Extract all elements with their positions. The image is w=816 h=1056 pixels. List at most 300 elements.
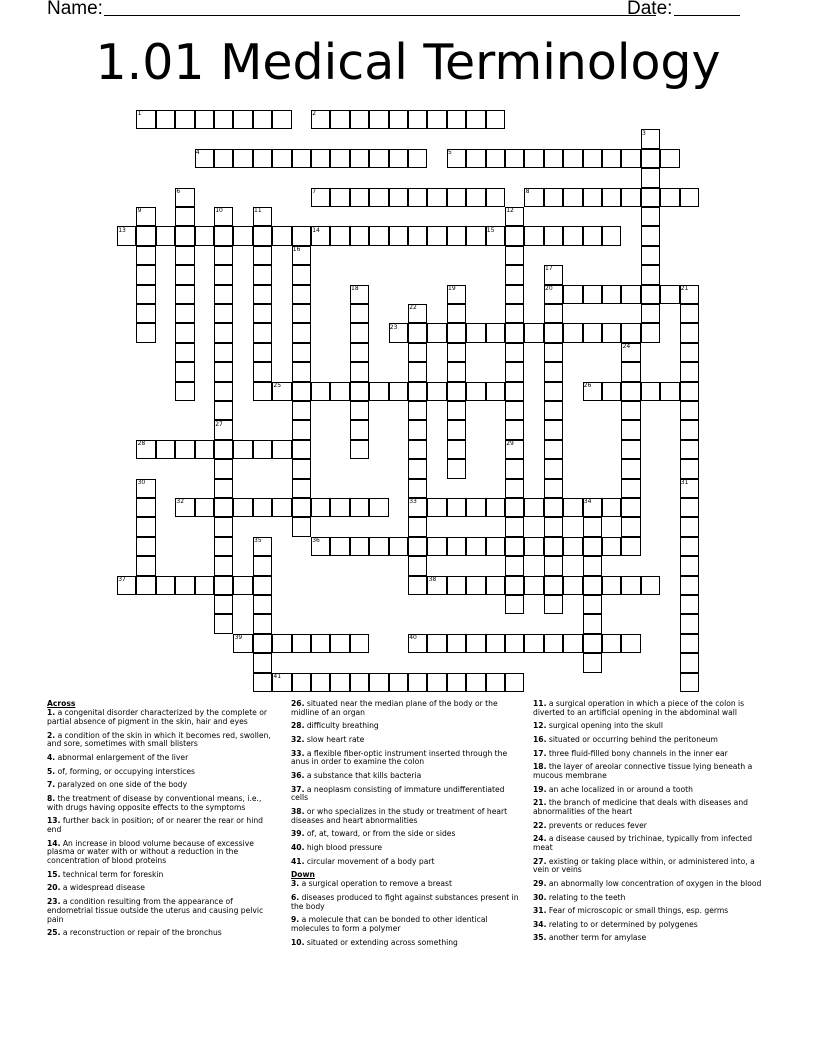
grid-cell[interactable] bbox=[408, 479, 427, 498]
grid-cell[interactable] bbox=[175, 382, 194, 401]
grid-cell[interactable] bbox=[292, 479, 311, 498]
grid-cell[interactable] bbox=[350, 226, 369, 245]
grid-cell[interactable] bbox=[330, 382, 349, 401]
grid-cell[interactable] bbox=[680, 440, 699, 459]
grid-cell[interactable] bbox=[505, 420, 524, 439]
grid-cell[interactable] bbox=[214, 265, 233, 284]
grid-cell[interactable] bbox=[524, 537, 543, 556]
grid-cell[interactable] bbox=[680, 401, 699, 420]
grid-cell[interactable] bbox=[602, 149, 621, 168]
grid-cell[interactable] bbox=[408, 110, 427, 129]
grid-cell[interactable] bbox=[447, 420, 466, 439]
grid-cell[interactable] bbox=[253, 343, 272, 362]
grid-cell[interactable] bbox=[563, 149, 582, 168]
grid-cell[interactable] bbox=[660, 149, 679, 168]
grid-cell[interactable] bbox=[272, 226, 291, 245]
grid-cell[interactable] bbox=[292, 362, 311, 381]
grid-cell[interactable] bbox=[447, 226, 466, 245]
grid-cell[interactable] bbox=[350, 673, 369, 692]
grid-cell[interactable] bbox=[408, 517, 427, 536]
grid-cell[interactable] bbox=[680, 614, 699, 633]
grid-cell[interactable] bbox=[505, 362, 524, 381]
grid-cell[interactable] bbox=[350, 537, 369, 556]
grid-cell[interactable] bbox=[330, 110, 349, 129]
grid-cell[interactable] bbox=[544, 343, 563, 362]
grid-cell[interactable] bbox=[408, 537, 427, 556]
grid-cell[interactable] bbox=[253, 382, 272, 401]
grid-cell[interactable] bbox=[583, 188, 602, 207]
grid-cell[interactable] bbox=[486, 110, 505, 129]
grid-cell[interactable] bbox=[253, 149, 272, 168]
grid-cell[interactable] bbox=[544, 537, 563, 556]
grid-cell[interactable] bbox=[660, 188, 679, 207]
grid-cell[interactable] bbox=[583, 149, 602, 168]
grid-cell[interactable] bbox=[602, 576, 621, 595]
grid-cell[interactable] bbox=[466, 498, 485, 517]
grid-cell[interactable] bbox=[544, 576, 563, 595]
grid-cell[interactable] bbox=[195, 110, 214, 129]
grid-cell[interactable] bbox=[136, 517, 155, 536]
grid-cell[interactable] bbox=[621, 479, 640, 498]
grid-cell[interactable] bbox=[621, 382, 640, 401]
grid-cell[interactable] bbox=[641, 246, 660, 265]
grid-cell[interactable] bbox=[253, 673, 272, 692]
grid-cell[interactable] bbox=[641, 168, 660, 187]
grid-cell[interactable] bbox=[447, 323, 466, 342]
grid-cell[interactable] bbox=[680, 537, 699, 556]
grid-cell[interactable] bbox=[427, 226, 446, 245]
grid-cell[interactable] bbox=[330, 673, 349, 692]
grid-cell[interactable] bbox=[505, 479, 524, 498]
grid-cell[interactable] bbox=[583, 556, 602, 575]
grid-cell[interactable] bbox=[563, 634, 582, 653]
grid-cell[interactable] bbox=[136, 576, 155, 595]
grid-cell[interactable] bbox=[214, 226, 233, 245]
grid-cell[interactable] bbox=[214, 614, 233, 633]
grid-cell[interactable] bbox=[680, 556, 699, 575]
grid-cell[interactable] bbox=[505, 517, 524, 536]
grid-cell[interactable] bbox=[369, 382, 388, 401]
grid-cell[interactable] bbox=[641, 304, 660, 323]
grid-cell[interactable] bbox=[253, 226, 272, 245]
grid-cell[interactable] bbox=[214, 323, 233, 342]
grid-cell[interactable] bbox=[350, 149, 369, 168]
grid-cell[interactable] bbox=[466, 188, 485, 207]
grid-cell[interactable] bbox=[214, 576, 233, 595]
grid-cell[interactable] bbox=[486, 382, 505, 401]
grid-cell[interactable] bbox=[427, 188, 446, 207]
grid-cell[interactable] bbox=[583, 226, 602, 245]
grid-cell[interactable] bbox=[408, 440, 427, 459]
grid-cell[interactable] bbox=[505, 382, 524, 401]
grid-cell[interactable] bbox=[253, 556, 272, 575]
grid-cell[interactable] bbox=[292, 634, 311, 653]
grid-cell[interactable] bbox=[156, 110, 175, 129]
grid-cell[interactable] bbox=[253, 304, 272, 323]
grid-cell[interactable] bbox=[369, 110, 388, 129]
grid-cell[interactable] bbox=[156, 440, 175, 459]
grid-cell[interactable] bbox=[233, 226, 252, 245]
grid-cell[interactable] bbox=[389, 537, 408, 556]
grid-cell[interactable] bbox=[563, 498, 582, 517]
grid-cell[interactable] bbox=[524, 226, 543, 245]
grid-cell[interactable] bbox=[544, 401, 563, 420]
grid-cell[interactable] bbox=[447, 188, 466, 207]
grid-cell[interactable] bbox=[602, 498, 621, 517]
grid-cell[interactable] bbox=[563, 285, 582, 304]
grid-cell[interactable] bbox=[350, 401, 369, 420]
grid-cell[interactable] bbox=[505, 323, 524, 342]
grid-cell[interactable] bbox=[680, 595, 699, 614]
grid-cell[interactable] bbox=[175, 362, 194, 381]
grid-cell[interactable] bbox=[292, 323, 311, 342]
grid-cell[interactable] bbox=[544, 459, 563, 478]
grid-cell[interactable] bbox=[369, 537, 388, 556]
grid-cell[interactable] bbox=[544, 323, 563, 342]
grid-cell[interactable] bbox=[447, 304, 466, 323]
grid-cell[interactable] bbox=[505, 556, 524, 575]
grid-cell[interactable] bbox=[563, 188, 582, 207]
grid-cell[interactable] bbox=[505, 595, 524, 614]
grid-cell[interactable] bbox=[641, 265, 660, 284]
grid-cell[interactable] bbox=[292, 401, 311, 420]
grid-cell[interactable] bbox=[621, 323, 640, 342]
grid-cell[interactable] bbox=[680, 653, 699, 672]
grid-cell[interactable] bbox=[136, 498, 155, 517]
grid-cell[interactable] bbox=[175, 207, 194, 226]
grid-cell[interactable] bbox=[621, 285, 640, 304]
grid-cell[interactable] bbox=[427, 634, 446, 653]
grid-cell[interactable] bbox=[447, 673, 466, 692]
grid-cell[interactable] bbox=[214, 556, 233, 575]
grid-cell[interactable] bbox=[621, 576, 640, 595]
grid-cell[interactable] bbox=[175, 304, 194, 323]
grid-cell[interactable] bbox=[369, 673, 388, 692]
grid-cell[interactable] bbox=[175, 226, 194, 245]
grid-cell[interactable] bbox=[175, 323, 194, 342]
grid-cell[interactable] bbox=[505, 673, 524, 692]
grid-cell[interactable] bbox=[253, 440, 272, 459]
grid-cell[interactable] bbox=[253, 614, 272, 633]
grid-cell[interactable] bbox=[621, 362, 640, 381]
grid-cell[interactable] bbox=[583, 634, 602, 653]
grid-cell[interactable] bbox=[214, 595, 233, 614]
grid-cell[interactable] bbox=[505, 226, 524, 245]
grid-cell[interactable] bbox=[369, 188, 388, 207]
grid-cell[interactable] bbox=[253, 595, 272, 614]
grid-cell[interactable] bbox=[389, 188, 408, 207]
grid-cell[interactable] bbox=[350, 304, 369, 323]
grid-cell[interactable] bbox=[505, 285, 524, 304]
grid-cell[interactable] bbox=[350, 343, 369, 362]
grid-cell[interactable] bbox=[621, 459, 640, 478]
grid-cell[interactable] bbox=[524, 576, 543, 595]
grid-cell[interactable] bbox=[389, 673, 408, 692]
grid-cell[interactable] bbox=[680, 576, 699, 595]
grid-cell[interactable] bbox=[350, 382, 369, 401]
grid-cell[interactable] bbox=[641, 323, 660, 342]
grid-cell[interactable] bbox=[466, 323, 485, 342]
grid-cell[interactable] bbox=[408, 420, 427, 439]
grid-cell[interactable] bbox=[680, 188, 699, 207]
grid-cell[interactable] bbox=[389, 110, 408, 129]
grid-cell[interactable] bbox=[427, 323, 446, 342]
grid-cell[interactable] bbox=[486, 149, 505, 168]
grid-cell[interactable] bbox=[350, 498, 369, 517]
grid-cell[interactable] bbox=[680, 304, 699, 323]
grid-cell[interactable] bbox=[680, 382, 699, 401]
grid-cell[interactable] bbox=[505, 401, 524, 420]
grid-cell[interactable] bbox=[583, 517, 602, 536]
grid-cell[interactable] bbox=[330, 498, 349, 517]
grid-cell[interactable] bbox=[505, 459, 524, 478]
grid-cell[interactable] bbox=[621, 401, 640, 420]
grid-cell[interactable] bbox=[408, 362, 427, 381]
grid-cell[interactable] bbox=[156, 576, 175, 595]
grid-cell[interactable] bbox=[621, 634, 640, 653]
grid-cell[interactable] bbox=[253, 246, 272, 265]
grid-cell[interactable] bbox=[408, 323, 427, 342]
grid-cell[interactable] bbox=[621, 149, 640, 168]
grid-cell[interactable] bbox=[195, 576, 214, 595]
grid-cell[interactable] bbox=[427, 498, 446, 517]
grid-cell[interactable] bbox=[214, 362, 233, 381]
grid-cell[interactable] bbox=[175, 440, 194, 459]
grid-cell[interactable] bbox=[136, 226, 155, 245]
grid-cell[interactable] bbox=[447, 440, 466, 459]
grid-cell[interactable] bbox=[369, 498, 388, 517]
grid-cell[interactable] bbox=[583, 595, 602, 614]
grid-cell[interactable] bbox=[641, 188, 660, 207]
grid-cell[interactable] bbox=[292, 304, 311, 323]
grid-cell[interactable] bbox=[408, 382, 427, 401]
grid-cell[interactable] bbox=[427, 110, 446, 129]
grid-cell[interactable] bbox=[505, 634, 524, 653]
grid-cell[interactable] bbox=[505, 498, 524, 517]
grid-cell[interactable] bbox=[544, 517, 563, 536]
grid-cell[interactable] bbox=[253, 634, 272, 653]
grid-cell[interactable] bbox=[447, 537, 466, 556]
grid-cell[interactable] bbox=[427, 382, 446, 401]
grid-cell[interactable] bbox=[253, 576, 272, 595]
grid-cell[interactable] bbox=[660, 382, 679, 401]
grid-cell[interactable] bbox=[621, 420, 640, 439]
grid-cell[interactable] bbox=[602, 634, 621, 653]
grid-cell[interactable] bbox=[311, 498, 330, 517]
grid-cell[interactable] bbox=[544, 188, 563, 207]
grid-cell[interactable] bbox=[136, 285, 155, 304]
grid-cell[interactable] bbox=[253, 265, 272, 284]
grid-cell[interactable] bbox=[214, 246, 233, 265]
grid-cell[interactable] bbox=[447, 459, 466, 478]
grid-cell[interactable] bbox=[272, 498, 291, 517]
grid-cell[interactable] bbox=[544, 226, 563, 245]
grid-cell[interactable] bbox=[544, 420, 563, 439]
grid-cell[interactable] bbox=[602, 323, 621, 342]
grid-cell[interactable] bbox=[447, 382, 466, 401]
grid-cell[interactable] bbox=[136, 323, 155, 342]
grid-cell[interactable] bbox=[253, 653, 272, 672]
grid-cell[interactable] bbox=[330, 226, 349, 245]
grid-cell[interactable] bbox=[544, 479, 563, 498]
grid-cell[interactable] bbox=[350, 110, 369, 129]
grid-cell[interactable] bbox=[292, 517, 311, 536]
grid-cell[interactable] bbox=[583, 323, 602, 342]
grid-cell[interactable] bbox=[680, 498, 699, 517]
grid-cell[interactable] bbox=[660, 285, 679, 304]
grid-cell[interactable] bbox=[427, 673, 446, 692]
grid-cell[interactable] bbox=[641, 226, 660, 245]
grid-cell[interactable] bbox=[680, 673, 699, 692]
grid-cell[interactable] bbox=[447, 362, 466, 381]
grid-cell[interactable] bbox=[505, 576, 524, 595]
grid-cell[interactable] bbox=[214, 401, 233, 420]
grid-cell[interactable] bbox=[272, 110, 291, 129]
grid-cell[interactable] bbox=[621, 498, 640, 517]
grid-cell[interactable] bbox=[292, 265, 311, 284]
grid-cell[interactable] bbox=[330, 149, 349, 168]
grid-cell[interactable] bbox=[350, 420, 369, 439]
grid-cell[interactable] bbox=[292, 420, 311, 439]
grid-cell[interactable] bbox=[214, 343, 233, 362]
grid-cell[interactable] bbox=[486, 673, 505, 692]
grid-cell[interactable] bbox=[136, 556, 155, 575]
grid-cell[interactable] bbox=[292, 498, 311, 517]
grid-cell[interactable] bbox=[330, 188, 349, 207]
grid-cell[interactable] bbox=[389, 226, 408, 245]
grid-cell[interactable] bbox=[292, 382, 311, 401]
grid-cell[interactable] bbox=[486, 323, 505, 342]
grid-cell[interactable] bbox=[292, 226, 311, 245]
grid-cell[interactable] bbox=[583, 614, 602, 633]
grid-cell[interactable] bbox=[641, 382, 660, 401]
grid-cell[interactable] bbox=[136, 265, 155, 284]
grid-cell[interactable] bbox=[544, 595, 563, 614]
grid-cell[interactable] bbox=[272, 149, 291, 168]
grid-cell[interactable] bbox=[641, 149, 660, 168]
grid-cell[interactable] bbox=[544, 556, 563, 575]
grid-cell[interactable] bbox=[447, 401, 466, 420]
grid-cell[interactable] bbox=[466, 149, 485, 168]
grid-cell[interactable] bbox=[214, 304, 233, 323]
grid-cell[interactable] bbox=[408, 673, 427, 692]
grid-cell[interactable] bbox=[486, 537, 505, 556]
grid-cell[interactable] bbox=[292, 440, 311, 459]
grid-cell[interactable] bbox=[680, 362, 699, 381]
grid-cell[interactable] bbox=[175, 265, 194, 284]
grid-cell[interactable] bbox=[602, 226, 621, 245]
grid-cell[interactable] bbox=[486, 634, 505, 653]
grid-cell[interactable] bbox=[214, 382, 233, 401]
grid-cell[interactable] bbox=[253, 285, 272, 304]
grid-cell[interactable] bbox=[330, 634, 349, 653]
grid-cell[interactable] bbox=[641, 285, 660, 304]
grid-cell[interactable] bbox=[350, 362, 369, 381]
grid-cell[interactable] bbox=[524, 149, 543, 168]
grid-cell[interactable] bbox=[583, 285, 602, 304]
grid-cell[interactable] bbox=[175, 246, 194, 265]
grid-cell[interactable] bbox=[680, 517, 699, 536]
grid-cell[interactable] bbox=[466, 226, 485, 245]
grid-cell[interactable] bbox=[408, 401, 427, 420]
grid-cell[interactable] bbox=[214, 285, 233, 304]
grid-cell[interactable] bbox=[292, 459, 311, 478]
grid-cell[interactable] bbox=[602, 382, 621, 401]
grid-cell[interactable] bbox=[447, 110, 466, 129]
grid-cell[interactable] bbox=[602, 188, 621, 207]
grid-cell[interactable] bbox=[680, 323, 699, 342]
grid-cell[interactable] bbox=[563, 576, 582, 595]
grid-cell[interactable] bbox=[680, 459, 699, 478]
grid-cell[interactable] bbox=[544, 382, 563, 401]
grid-cell[interactable] bbox=[602, 285, 621, 304]
grid-cell[interactable] bbox=[311, 382, 330, 401]
grid-cell[interactable] bbox=[505, 304, 524, 323]
grid-cell[interactable] bbox=[466, 537, 485, 556]
grid-cell[interactable] bbox=[505, 265, 524, 284]
grid-cell[interactable] bbox=[408, 459, 427, 478]
grid-cell[interactable] bbox=[486, 188, 505, 207]
grid-cell[interactable] bbox=[544, 362, 563, 381]
grid-cell[interactable] bbox=[214, 149, 233, 168]
grid-cell[interactable] bbox=[233, 110, 252, 129]
grid-cell[interactable] bbox=[621, 517, 640, 536]
grid-cell[interactable] bbox=[486, 576, 505, 595]
grid-cell[interactable] bbox=[680, 634, 699, 653]
grid-cell[interactable] bbox=[427, 537, 446, 556]
grid-cell[interactable] bbox=[389, 149, 408, 168]
grid-cell[interactable] bbox=[583, 576, 602, 595]
grid-cell[interactable] bbox=[330, 537, 349, 556]
grid-cell[interactable] bbox=[447, 343, 466, 362]
grid-cell[interactable] bbox=[408, 226, 427, 245]
grid-cell[interactable] bbox=[621, 440, 640, 459]
grid-cell[interactable] bbox=[680, 420, 699, 439]
grid-cell[interactable] bbox=[563, 323, 582, 342]
grid-cell[interactable] bbox=[505, 246, 524, 265]
grid-cell[interactable] bbox=[156, 226, 175, 245]
grid-cell[interactable] bbox=[350, 323, 369, 342]
grid-cell[interactable] bbox=[272, 440, 291, 459]
grid-cell[interactable] bbox=[175, 285, 194, 304]
grid-cell[interactable] bbox=[524, 323, 543, 342]
grid-cell[interactable] bbox=[272, 634, 291, 653]
grid-cell[interactable] bbox=[447, 498, 466, 517]
grid-cell[interactable] bbox=[544, 149, 563, 168]
grid-cell[interactable] bbox=[544, 440, 563, 459]
grid-cell[interactable] bbox=[524, 498, 543, 517]
grid-cell[interactable] bbox=[233, 440, 252, 459]
grid-cell[interactable] bbox=[408, 149, 427, 168]
grid-cell[interactable] bbox=[195, 498, 214, 517]
grid-cell[interactable] bbox=[253, 110, 272, 129]
grid-cell[interactable] bbox=[466, 110, 485, 129]
grid-cell[interactable] bbox=[563, 226, 582, 245]
grid-cell[interactable] bbox=[466, 576, 485, 595]
grid-cell[interactable] bbox=[505, 537, 524, 556]
grid-cell[interactable] bbox=[447, 634, 466, 653]
grid-cell[interactable] bbox=[505, 149, 524, 168]
grid-cell[interactable] bbox=[136, 246, 155, 265]
grid-cell[interactable] bbox=[621, 188, 640, 207]
grid-cell[interactable] bbox=[602, 537, 621, 556]
grid-cell[interactable] bbox=[136, 304, 155, 323]
grid-cell[interactable] bbox=[136, 537, 155, 556]
grid-cell[interactable] bbox=[447, 576, 466, 595]
grid-cell[interactable] bbox=[524, 634, 543, 653]
grid-cell[interactable] bbox=[214, 459, 233, 478]
grid-cell[interactable] bbox=[253, 323, 272, 342]
